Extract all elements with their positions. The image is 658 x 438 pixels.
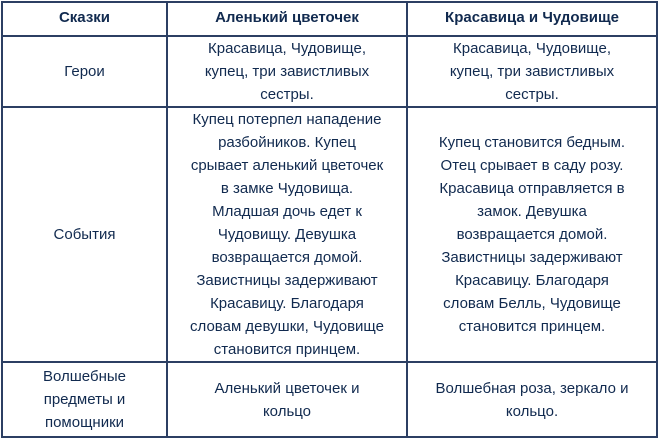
text-line: Купец потерпел нападение bbox=[192, 111, 382, 128]
text-line: возвращается домой. bbox=[211, 249, 363, 266]
header-row bbox=[2, 2, 657, 36]
text-line: Красавица, Чудовище, bbox=[207, 40, 366, 57]
text-line: Завистницы задерживают bbox=[441, 249, 623, 266]
text-line: замок. Девушка bbox=[477, 203, 587, 220]
heroes-scarlet-flower bbox=[167, 36, 407, 107]
row-magic-items bbox=[2, 362, 657, 437]
text-line: купец, три завистливых bbox=[204, 63, 370, 80]
text-line: помощники bbox=[44, 414, 125, 431]
text-line: Аленький цветочек и bbox=[214, 379, 360, 397]
text-line: становится принцем. bbox=[213, 341, 361, 358]
label-heroes bbox=[2, 36, 167, 107]
text-line: сестры. bbox=[260, 86, 314, 103]
header-beauty-and-beast: Красавица и Чудовище bbox=[407, 2, 657, 36]
text-line: Чудовищу. Девушка bbox=[217, 226, 357, 243]
row-heroes bbox=[2, 36, 657, 107]
text-line: разбойников. Купец bbox=[218, 134, 356, 151]
heroes-beauty-and-beast bbox=[407, 36, 657, 107]
text-line: Завистницы задерживают bbox=[196, 272, 378, 289]
text-line: становится принцем. bbox=[458, 318, 606, 335]
text-line: в замке Чудовища. bbox=[220, 180, 354, 197]
text-line: Красавица, Чудовище, bbox=[452, 40, 611, 57]
text-line: События bbox=[53, 226, 116, 243]
text-line: Купец становится бедным. bbox=[438, 134, 626, 151]
header-tales: Сказки bbox=[2, 2, 167, 36]
text-line: словам девушки, Чудовище bbox=[190, 318, 384, 335]
events-beauty-and-beast bbox=[407, 107, 657, 362]
label-events bbox=[2, 107, 167, 362]
text-line: предметы и bbox=[43, 391, 126, 408]
text-line: Отец срывает в саду розу. bbox=[440, 157, 624, 174]
text-line: Младшая дочь едет к bbox=[212, 203, 362, 220]
text-line: возвращается домой. bbox=[456, 226, 608, 243]
header-scarlet-flower: Аленький цветочек bbox=[167, 2, 407, 36]
magic-items-beauty-and-beast bbox=[407, 362, 657, 437]
row-events bbox=[2, 107, 657, 362]
text-line: сестры. bbox=[505, 86, 559, 103]
text-line: кольцо bbox=[262, 402, 312, 420]
text-line: Волшебная роза, зеркало и bbox=[435, 379, 629, 397]
text-line: Красавица отправляется в bbox=[439, 180, 625, 197]
comparison-table bbox=[1, 1, 658, 438]
text-line: кольцо. bbox=[505, 402, 559, 420]
text-line: Волшебные bbox=[43, 368, 126, 385]
text-line: Красавицу. Благодаря bbox=[455, 272, 609, 289]
text-line: Красавицу. Благодаря bbox=[210, 295, 364, 312]
label-magic-items bbox=[2, 362, 167, 437]
text-line: словам Белль, Чудовище bbox=[443, 295, 621, 312]
text-line: срывает аленький цветочек bbox=[190, 157, 384, 174]
text-line: Герои bbox=[64, 63, 105, 80]
magic-items-scarlet-flower bbox=[167, 362, 407, 437]
events-scarlet-flower bbox=[167, 107, 407, 362]
text-line: купец, три завистливых bbox=[449, 63, 615, 80]
